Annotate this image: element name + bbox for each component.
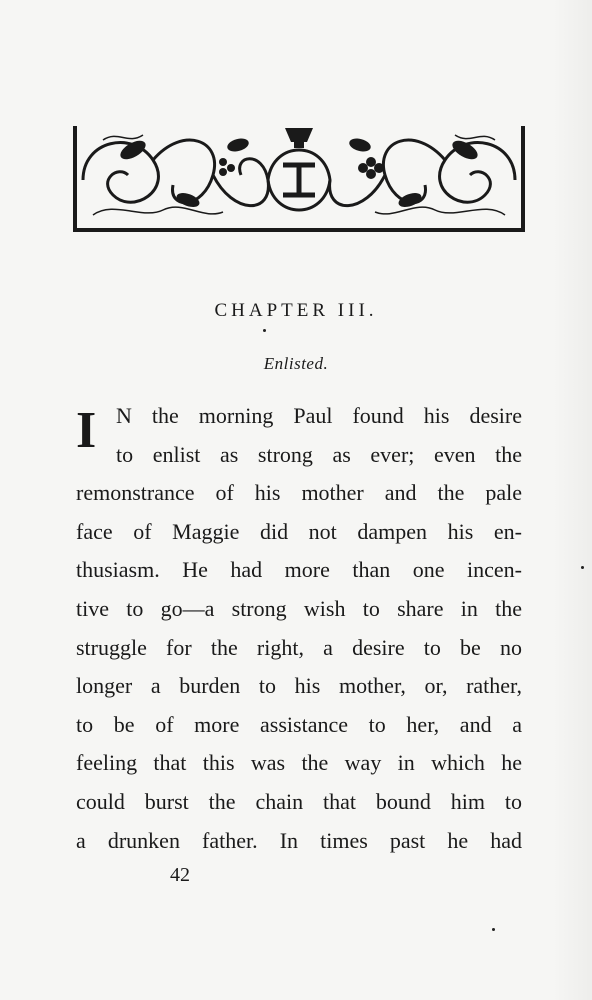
page-edge-shadow [552,0,592,1000]
page-number: 42 [170,864,190,886]
drop-cap: I [76,402,97,459]
text-line: remonstrance of his mother and the pale [76,480,522,506]
text-line: face of Maggie did not dampen his en- [76,518,522,544]
text-line: a drunken father. In times past he had [76,827,522,853]
body-text [76,397,522,860]
text-line: to enlist as strong as ever; even the [116,441,522,467]
text-line: feeling that this was the way in which he [76,750,522,776]
chapter-title: CHAPTER III. [214,300,378,321]
text-line: could burst the chain that bound him to [76,788,522,814]
ink-speck [581,566,584,569]
text-line: to be of more assistance to her, and a [76,711,522,737]
text-line: tive to go—a strong wish to share in the [76,595,522,621]
ink-speck [492,928,495,931]
text-line: longer a burden to his mother, or, rather, [76,673,522,699]
floral-scroll-headpiece-icon [73,120,525,238]
text-line: struggle for the right, a desire to be no [76,634,522,660]
text-line: N the morning Paul found his desire [116,403,522,428]
ink-speck [263,329,266,332]
text-line: thusiasm. He had more than one incen- [76,557,522,583]
chapter-subtitle: Enlisted. [263,354,329,373]
